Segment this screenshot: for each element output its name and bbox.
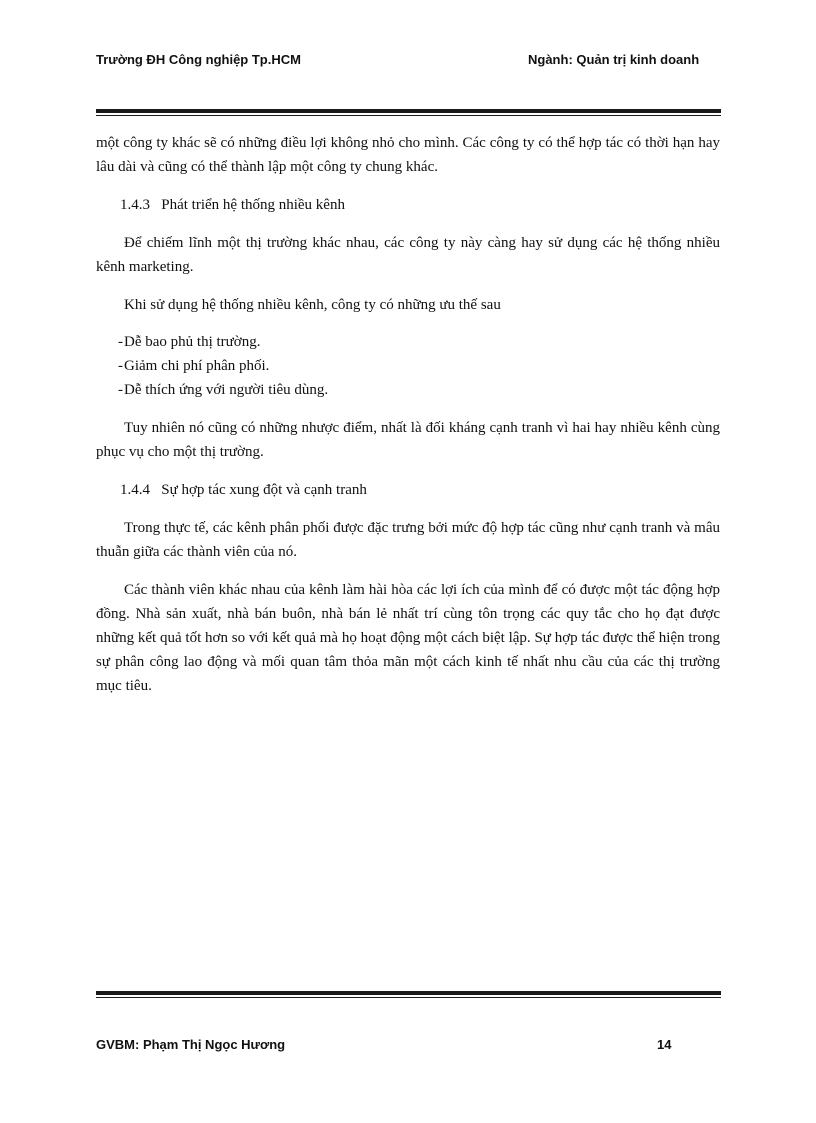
section-heading-1-4-3: 1.4.3 Phát triển hệ thống nhiều kênh xyxy=(120,197,345,213)
paragraph-advantages-intro: Khi sử dụng hệ thống nhiều kênh, công ty có những ưu thế sau xyxy=(124,297,501,313)
list-item-text: Dễ bao phủ thị trường. xyxy=(124,334,261,350)
footer-rule xyxy=(96,991,721,998)
paragraph-disadvantages: Tuy nhiên nó cũng có những nhược điểm, nhất là đối kháng cạnh tranh vì hai hay nhiều kênh cùng phục vụ cho một thị trường. xyxy=(96,420,720,460)
advantages-list xyxy=(96,330,720,402)
bullet-dash: - xyxy=(118,382,123,398)
header-rule xyxy=(96,109,721,116)
header-school: Trường ĐH Công nghiệp Tp.HCM xyxy=(96,52,301,67)
paragraph-multichannel: Để chiếm lĩnh một thị trường khác nhau, các công ty này càng hay sử dụng các hệ thống nhiều kênh marketing. xyxy=(96,235,720,275)
page-number: 14 xyxy=(657,1037,672,1052)
bullet-dash: - xyxy=(118,334,123,350)
list-item-text: Dễ thích ứng với người tiêu dùng. xyxy=(124,382,329,398)
list-item xyxy=(96,330,720,354)
document-body xyxy=(96,131,720,698)
footer-instructor: GVBM: Phạm Thị Ngọc Hương xyxy=(96,1037,286,1052)
list-item xyxy=(96,378,720,402)
paragraph-continuation: một công ty khác sẽ có những điều lợi không nhỏ cho mình. Các công ty có thể hợp tác có thời hạn hay lâu dài và cũng có thể thành lập một công ty chung khác. xyxy=(96,135,720,175)
bullet-dash: - xyxy=(118,358,123,374)
header-major: Ngành: Quản trị kinh doanh xyxy=(528,52,700,67)
list-item xyxy=(96,354,720,378)
paragraph-cooperation: Trong thực tế, các kênh phân phối được đặc trưng bởi mức độ hợp tác cũng như cạnh tranh và mâu thuẫn giữa các thành viên của nó. xyxy=(96,520,720,560)
section-heading-1-4-4: 1.4.4 Sự hợp tác xung đột và cạnh tranh xyxy=(120,482,367,498)
list-item-text: Giảm chi phí phân phối. xyxy=(124,358,270,374)
paragraph-members: Các thành viên khác nhau của kênh làm hài hòa các lợi ích của mình để có được một tác động hợp đồng. Nhà sản xuất, nhà bán buôn, nhà bán lẻ nhất trí cùng tôn trọng các quy tắc cho họ đạt được những kết quả tốt hơn so với kết quả mà họ hoạt động một cách biệt lập. Sự hợp tác được thể hiện trong sự phân công lao động và mối quan tâm thỏa mãn một cách kinh tế nhất nhu cầu của các thị trường mục tiêu. xyxy=(96,582,720,694)
